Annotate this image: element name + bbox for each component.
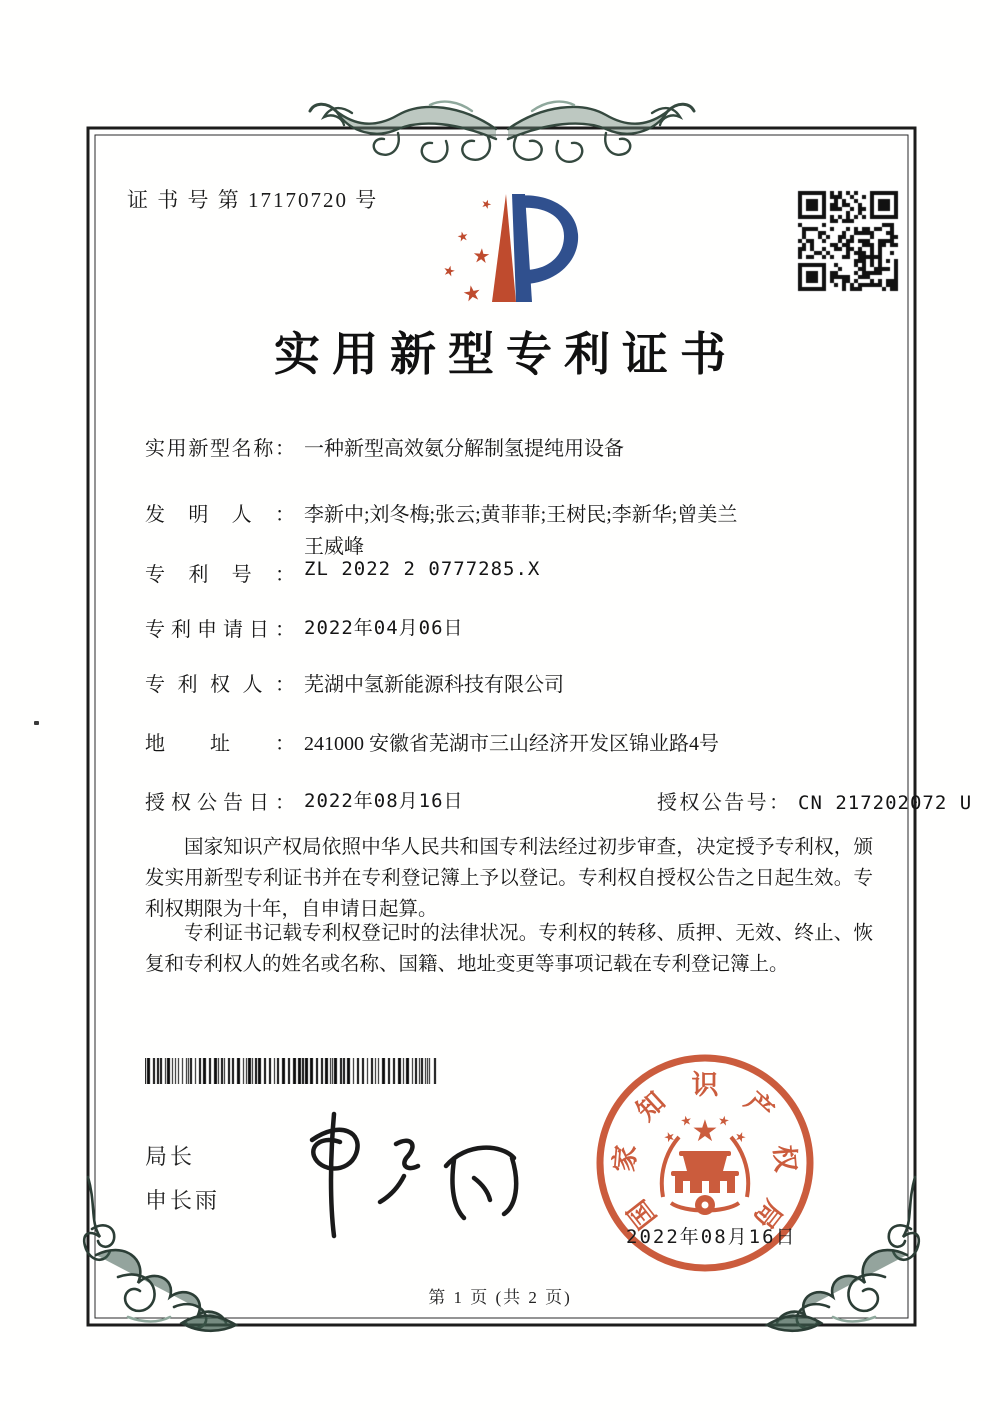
svg-text:★: ★ (478, 195, 494, 213)
field-pair-grant-no (657, 786, 972, 815)
field-value-inventors-line2: 王威峰 (304, 536, 364, 558)
field-row-inventors-line2 (145, 530, 364, 559)
logo-stars (441, 196, 494, 307)
field-label-patent-no: 专利号： (145, 564, 295, 586)
logo-red-wedge (492, 194, 516, 302)
page-number-footer: 第 1 页 (共 2 页) (428, 1288, 572, 1307)
svg-text:★: ★ (460, 280, 484, 307)
field-value-name: 一种新型高效氨分解制氢提纯用设备 (304, 438, 624, 460)
certificate-number: 证 书 号 第 17170720 号 (127, 188, 379, 212)
field-value-grant-date: 2022年08月16日 (304, 790, 464, 812)
svg-text:★: ★ (471, 243, 492, 269)
body-paragraph-2: 专利证书记载专利权登记时的法律状况。专利权的转移、质押、无效、终止、恢复和专利权人的姓名或名称、国籍、地址变更等事项记载在专利登记簿上。 (145, 923, 873, 975)
seal-ring-character: 识 (691, 1070, 719, 1100)
field-row-patent-no (145, 558, 540, 587)
cnipa-logo (428, 182, 588, 314)
field-label-patentee: 专利权人： (145, 674, 295, 696)
field-row-grant (145, 786, 973, 815)
top-dragon-ornament (310, 102, 694, 162)
svg-text:★: ★ (441, 262, 458, 281)
field-label-address: 地址： (145, 733, 295, 755)
field-value-address: 241000 安徽省芜湖市三山经济开发区锦业路4号 (304, 733, 719, 755)
svg-text:★: ★ (691, 1114, 719, 1149)
svg-text:★: ★ (679, 1113, 694, 1130)
seal-ring-character: 产 (739, 1085, 780, 1127)
seal-ring-character: 权 (768, 1143, 801, 1174)
logo-blue-stem (512, 194, 532, 302)
field-value-patent-no: ZL 2022 2 0777285.X (304, 558, 541, 580)
director-signature (268, 1100, 538, 1245)
barcode (145, 1058, 437, 1084)
field-label-grant-no: 授权公告号： (657, 792, 789, 814)
field-value-patentee: 芜湖中氢新能源科技有限公司 (304, 674, 564, 696)
svg-text:★: ★ (661, 1128, 678, 1147)
field-row-address (145, 727, 719, 756)
seal-ring-character: 知 (630, 1085, 671, 1127)
svg-text:★: ★ (716, 1113, 731, 1130)
field-row-inventors (145, 498, 737, 527)
field-label-filing-date: 专利申请日： (145, 619, 295, 641)
body-paragraph-1: 国家知识产权局依照中华人民共和国专利法经过初步审查，决定授予专利权，颁发实用新型专利证书并在专利登记簿上予以登记。专利权自授权公告之日起生效。专利权期限为十年，自申请日起算。 (145, 837, 873, 920)
field-value-inventors: 李新中;刘冬梅;张云;黄菲菲;王树民;李新华;曾美兰 (304, 504, 738, 526)
svg-text:★: ★ (455, 228, 471, 246)
field-row-patentee (145, 668, 564, 697)
field-row-name (145, 432, 624, 461)
field-value-grant-no: CN 217202072 U (798, 792, 973, 814)
seal-ring-character: 家 (609, 1143, 642, 1174)
seal-national-emblem (662, 1113, 748, 1215)
field-label-grant-date: 授权公告日： (145, 792, 295, 814)
director-title-label: 局长 (145, 1144, 196, 1169)
field-label-name: 实用新型名称： (145, 438, 295, 460)
seal-date: 2022年08月16日 (626, 1226, 797, 1248)
svg-text:★: ★ (732, 1128, 749, 1147)
director-name: 申长雨 (145, 1188, 221, 1213)
field-value-filing-date: 2022年04月06日 (304, 617, 464, 639)
scan-artifact-dot (34, 721, 39, 725)
qr-code (795, 188, 901, 294)
field-label-inventors: 发明人： (145, 504, 295, 526)
certificate-title: 实用新型专利证书 (274, 329, 738, 380)
field-row-filing-date (145, 613, 464, 642)
seal-ring-character: 国 (621, 1194, 663, 1235)
seal-ring-character: 局 (747, 1194, 789, 1235)
